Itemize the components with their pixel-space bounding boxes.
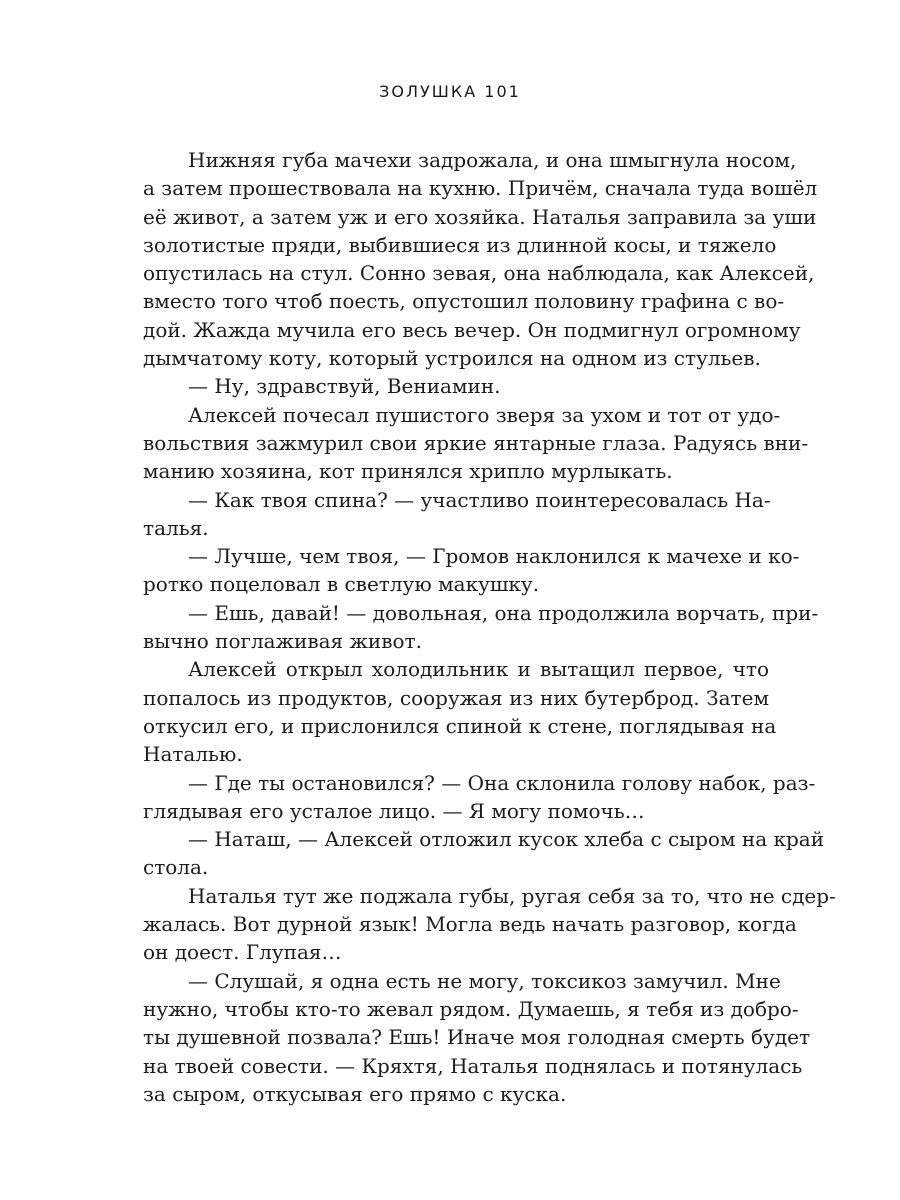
text-line: дымчатому коту, который устроился на одном из стульев. xyxy=(143,346,761,371)
text-line: — Как твоя спина? — участливо поинтересовалась На- xyxy=(188,487,771,512)
text-line: а затем прошествовала на кухню. Причём, сначала туда вошёл xyxy=(143,176,818,201)
text-line: дой. Жажда мучила его весь вечер. Он подмигнул огромному xyxy=(143,317,801,342)
running-header xyxy=(0,82,900,101)
text-line: глядывая его усталое лицо. — Я могу помочь… xyxy=(143,798,645,823)
text-line: вольствия зажмурил свои яркие янтарные глаза. Радуясь вни- xyxy=(143,430,809,455)
text-line: Наталью. xyxy=(143,742,243,767)
text-line: — Ну, здравствуй, Вениамин. xyxy=(188,374,501,399)
text-line: Нижняя губа мачехи задрожала, и она шмыгнула носом, xyxy=(188,148,797,172)
text-line: ротко поцеловал в светлую макушку. xyxy=(143,572,540,597)
text-line: — Наташ, — Алексей отложил кусок хлеба с сыром на край xyxy=(188,827,825,852)
running-title: ЗОЛУШКА xyxy=(379,82,478,101)
text-line: за сыром, откусывая его прямо с куска. xyxy=(143,1081,567,1106)
text-line: вместо того чтоб поесть, опустошил половину графина с во- xyxy=(143,289,785,314)
text-line: откусил его, и прислонился спиной к стене, поглядывая на xyxy=(143,713,777,738)
text-line: — Лучше, чем твоя, — Громов наклонился к мачехе и ко- xyxy=(188,544,800,569)
body-text xyxy=(143,146,836,1108)
text-line: опустилась на стул. Сонно зевая, она наблюдала, как Алексей, xyxy=(143,261,815,286)
text-line: стола. xyxy=(143,855,209,880)
text-line: золотистые пряди, выбившиеся из длинной косы, и тяжело xyxy=(143,232,777,257)
text-line: попалось из продуктов, сооружая из них бутерброд. Затем xyxy=(143,685,769,710)
text-line: вычно поглаживая живот. xyxy=(143,629,422,654)
text-line: нужно, чтобы кто-то жевал рядом. Думаешь, я тебя из добро- xyxy=(143,996,799,1021)
text-line: он доест. Глупая… xyxy=(143,940,342,965)
page-number: 101 xyxy=(484,82,521,101)
text-line: её живот, а затем уж и его хозяйка. Наталья заправила за уши xyxy=(143,204,817,229)
text-line: Алексей открыл холодильник и вытащил первое, что xyxy=(188,657,769,682)
text-line: жалась. Вот дурной язык! Могла ведь начать разговор, когда xyxy=(143,912,797,937)
text-line: — Слушай, я одна есть не могу, токсикоз замучил. Мне xyxy=(188,968,781,993)
text-line: ты душевной позвала? Ешь! Иначе моя голодная смерть будет xyxy=(143,1025,811,1050)
text-line: Алексей почесал пушистого зверя за ухом и тот от удо- xyxy=(188,402,781,427)
text-line: — Где ты остановился? — Она склонила голову набок, раз- xyxy=(188,770,816,795)
text-line: — Ешь, давай! — довольная, она продолжила ворчать, при- xyxy=(188,600,819,625)
text-line: на твоей совести. — Кряхтя, Наталья поднялась и потянулась xyxy=(143,1053,803,1078)
text-line: манию хозяина, кот принялся хрипло мурлыкать. xyxy=(143,459,673,484)
text-line: Наталья тут же поджала губы, ругая себя за то, что не сдер- xyxy=(188,883,836,908)
text-line: талья. xyxy=(143,515,209,540)
